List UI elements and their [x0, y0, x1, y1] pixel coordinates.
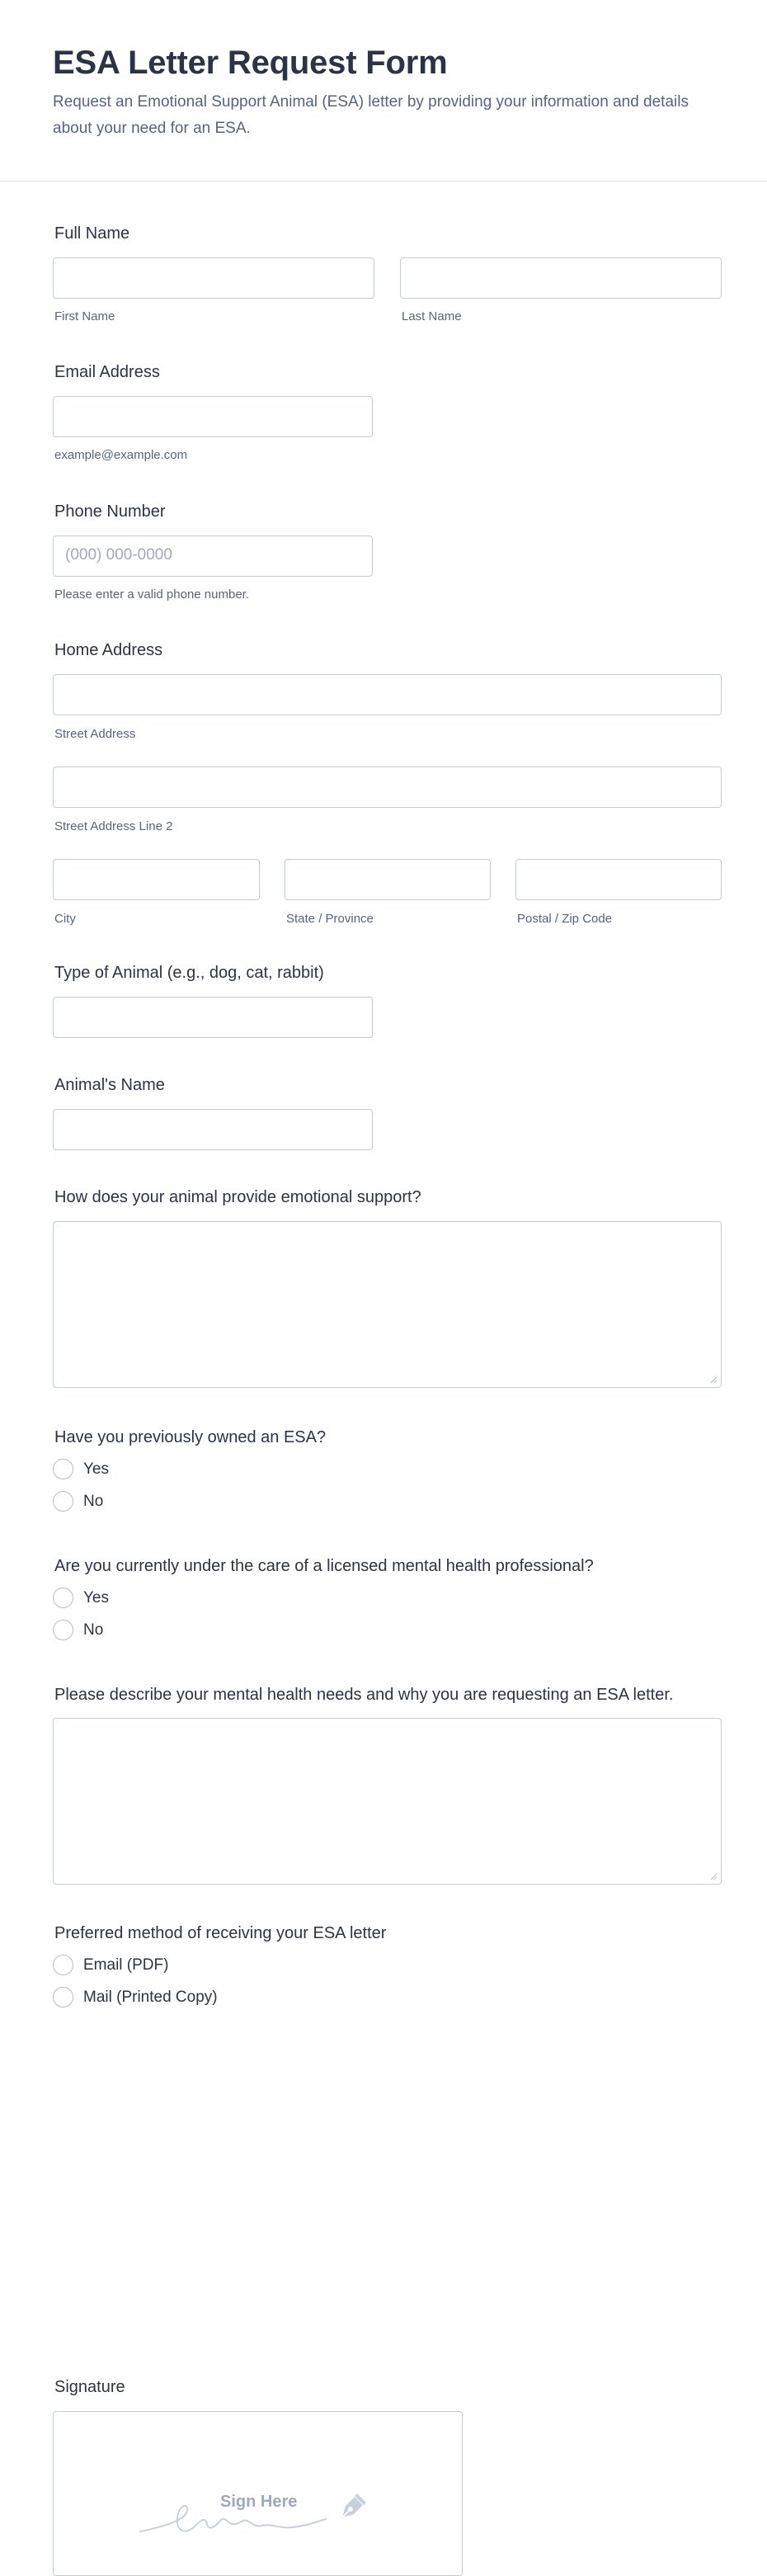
- support-textarea[interactable]: [53, 1221, 722, 1388]
- support-label: How does your animal provide emotional support?: [54, 1188, 421, 1206]
- resize-grip-icon[interactable]: [709, 1375, 718, 1384]
- radio-label: No: [83, 1493, 104, 1510]
- first-name-sublabel: First Name: [54, 309, 115, 323]
- state-sublabel: State / Province: [286, 912, 374, 926]
- last-name-sublabel: Last Name: [402, 309, 462, 323]
- street-address-line2-sublabel: Street Address Line 2: [54, 819, 173, 833]
- email-input[interactable]: [53, 396, 373, 437]
- pen-nib-icon: [332, 2491, 369, 2527]
- full-name-label: Full Name: [54, 224, 130, 243]
- animal-type-input[interactable]: [53, 997, 373, 1038]
- radio-label: Yes: [83, 1460, 109, 1478]
- delivery-option-mail[interactable]: [53, 1987, 218, 2007]
- form-subtitle: Request an Emotional Support Animal (ESA) letter by providing your information and details about your need for an ESA.: [53, 93, 689, 137]
- radio-label: Yes: [83, 1589, 109, 1606]
- phone-sublabel: Please enter a valid phone number.: [54, 587, 249, 602]
- city-input[interactable]: [53, 859, 260, 900]
- signature-label: Signature: [54, 2378, 125, 2396]
- street-address-sublabel: Street Address: [54, 727, 136, 741]
- address-label: Home Address: [54, 641, 163, 659]
- street-address-input[interactable]: [53, 674, 722, 715]
- previous-esa-option-yes[interactable]: [53, 1459, 109, 1479]
- professional-care-option-no[interactable]: [53, 1620, 103, 1640]
- radio-button[interactable]: [53, 1588, 73, 1608]
- animal-name-label: Animal's Name: [54, 1076, 165, 1094]
- form-header: [0, 0, 767, 182]
- radio-button[interactable]: [53, 1459, 73, 1479]
- previous-esa-option-no[interactable]: [53, 1491, 103, 1512]
- radio-button[interactable]: [53, 1491, 73, 1512]
- radio-label: Mail (Printed Copy): [83, 1989, 218, 2006]
- phone-placeholder: (000) 000-0000: [65, 546, 172, 564]
- previous-esa-label: Have you previously owned an ESA?: [54, 1428, 327, 1446]
- phone-input[interactable]: [53, 535, 373, 577]
- radio-label: Email (PDF): [83, 1956, 169, 1974]
- radio-label: No: [83, 1621, 104, 1639]
- radio-button[interactable]: [53, 1620, 73, 1640]
- delivery-option-email[interactable]: [53, 1955, 168, 1975]
- street-address-line2-input[interactable]: [53, 767, 722, 808]
- professional-care-option-yes[interactable]: [53, 1588, 109, 1608]
- email-sublabel: example@example.com: [54, 448, 188, 462]
- radio-button[interactable]: [53, 1987, 73, 2007]
- signature-placeholder: Sign Here: [220, 2493, 298, 2511]
- mental-health-textarea[interactable]: [53, 1718, 722, 1885]
- email-label: Email Address: [54, 363, 160, 381]
- signature-pad[interactable]: [53, 2411, 463, 2576]
- state-input[interactable]: [285, 859, 491, 900]
- last-name-input[interactable]: [400, 257, 722, 299]
- phone-label: Phone Number: [54, 502, 166, 521]
- city-sublabel: City: [54, 912, 76, 926]
- form-title: ESA Letter Request Form: [53, 45, 448, 81]
- zip-sublabel: Postal / Zip Code: [517, 912, 613, 926]
- radio-button[interactable]: [53, 1955, 73, 1975]
- mental-health-label: Please describe your mental health needs and why you are requesting an ESA letter.: [54, 1686, 674, 1704]
- zip-input[interactable]: [515, 859, 722, 900]
- animal-type-label: Type of Animal (e.g., dog, cat, rabbit): [54, 964, 324, 982]
- first-name-input[interactable]: [53, 257, 374, 299]
- animal-name-input[interactable]: [53, 1109, 373, 1150]
- resize-grip-icon[interactable]: [709, 1872, 718, 1880]
- delivery-label: Preferred method of receiving your ESA letter: [54, 1924, 387, 1942]
- professional-care-label: Are you currently under the care of a licensed mental health professional?: [54, 1557, 594, 1575]
